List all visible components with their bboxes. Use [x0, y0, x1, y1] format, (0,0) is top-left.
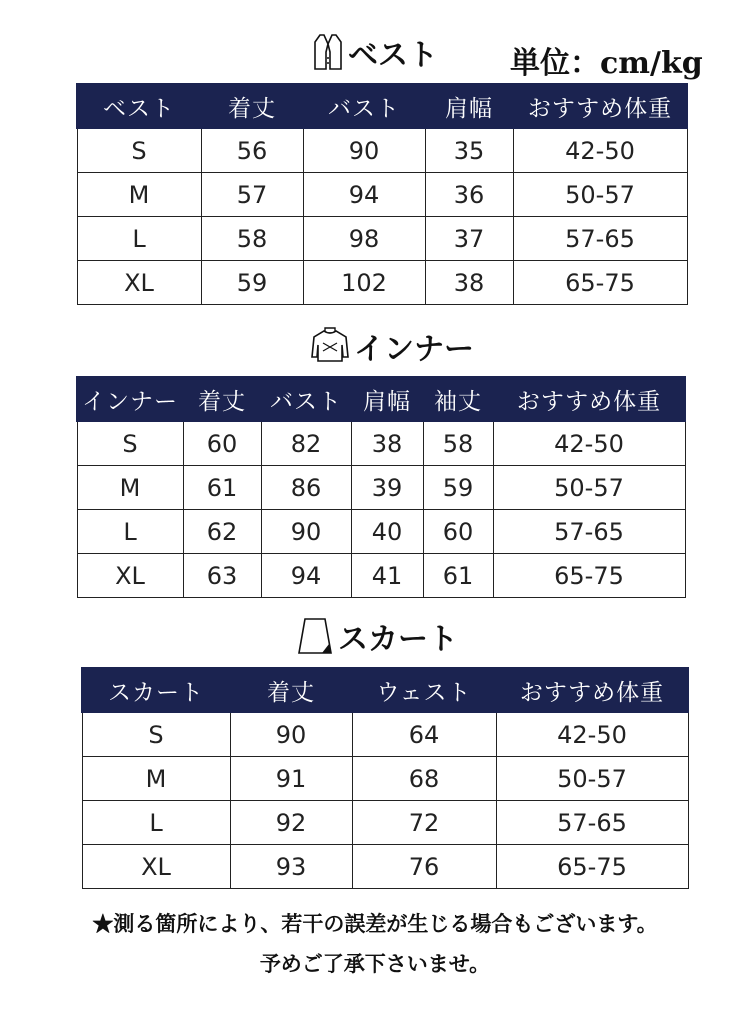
table-cell: 86 — [261, 466, 351, 510]
table-cell: S — [82, 712, 230, 757]
vest-section-title — [312, 30, 438, 74]
table-cell: 68 — [352, 757, 496, 801]
table-cell: 35 — [425, 128, 513, 173]
table-cell: 63 — [183, 554, 261, 598]
header-cell: バスト — [261, 377, 351, 421]
table-header-row — [82, 668, 688, 712]
table-cell: 57-65 — [496, 801, 688, 845]
table-cell: 60 — [183, 421, 261, 466]
header-cell: 着丈 — [183, 377, 261, 421]
table-cell: 98 — [303, 217, 425, 261]
table-cell: 42-50 — [493, 421, 685, 466]
table-row — [77, 217, 687, 261]
table-row — [82, 801, 688, 845]
table-cell: 76 — [352, 845, 496, 889]
table-row — [82, 757, 688, 801]
vest-icon — [312, 32, 344, 72]
table-cell: L — [77, 217, 201, 261]
inner-title-text: インナー — [354, 332, 474, 367]
table-row — [77, 554, 685, 598]
table-cell: 91 — [230, 757, 352, 801]
table-cell: 72 — [352, 801, 496, 845]
table-cell: 62 — [183, 510, 261, 554]
table-cell: 38 — [351, 421, 423, 466]
table-row — [77, 510, 685, 554]
header-cell: ベスト — [77, 84, 201, 128]
header-cell: バスト — [303, 84, 425, 128]
table-cell: 50-57 — [513, 173, 687, 217]
header-cell: ウェスト — [352, 668, 496, 712]
header-cell: スカート — [82, 668, 230, 712]
header-cell: おすすめ体重 — [493, 377, 685, 421]
table-cell: 102 — [303, 261, 425, 305]
table-cell: 65-75 — [493, 554, 685, 598]
header-cell: 着丈 — [201, 84, 303, 128]
table-cell: XL — [77, 261, 201, 305]
inner-section-title — [310, 324, 474, 368]
table-row — [77, 466, 685, 510]
header-cell: 袖丈 — [423, 377, 493, 421]
table-cell: 58 — [201, 217, 303, 261]
table-cell: L — [82, 801, 230, 845]
table-row — [77, 261, 687, 305]
table-cell: 61 — [183, 466, 261, 510]
table-cell: 94 — [303, 173, 425, 217]
table-cell: 56 — [201, 128, 303, 173]
header-cell: インナー — [77, 377, 183, 421]
table-cell: 50-57 — [493, 466, 685, 510]
table-cell: 58 — [423, 421, 493, 466]
table-row — [77, 128, 687, 173]
table-cell: 36 — [425, 173, 513, 217]
table-cell: S — [77, 128, 201, 173]
table-cell: 90 — [303, 128, 425, 173]
unit-label: 単位：cm/kg — [510, 46, 703, 81]
table-cell: 65-75 — [513, 261, 687, 305]
table-cell: 38 — [425, 261, 513, 305]
table-cell: XL — [82, 845, 230, 889]
table-cell: M — [77, 466, 183, 510]
table-cell: 92 — [230, 801, 352, 845]
inner-size-table — [76, 376, 686, 598]
table-cell: S — [77, 421, 183, 466]
table-cell: 65-75 — [496, 845, 688, 889]
skirt-title-text: スカート — [338, 622, 458, 657]
table-header-row — [77, 84, 687, 128]
table-row — [77, 421, 685, 466]
skirt-section-title — [296, 614, 458, 658]
table-cell: 59 — [423, 466, 493, 510]
table-cell: 57-65 — [493, 510, 685, 554]
table-cell: 42-50 — [513, 128, 687, 173]
table-cell: 93 — [230, 845, 352, 889]
table-cell: 39 — [351, 466, 423, 510]
table-cell: 90 — [261, 510, 351, 554]
apology-note: 予めご了承下さいませ。 — [259, 951, 491, 976]
vest-size-table — [76, 83, 688, 305]
table-cell: M — [82, 757, 230, 801]
skirt-icon — [296, 616, 334, 656]
measurement-note: ★測る箇所により、若干の誤差が生じる場合もございます。 — [92, 911, 658, 936]
table-cell: 94 — [261, 554, 351, 598]
table-cell: 59 — [201, 261, 303, 305]
table-row — [82, 712, 688, 757]
table-row — [82, 845, 688, 889]
vest-title-text: ベスト — [348, 38, 438, 73]
header-cell: 着丈 — [230, 668, 352, 712]
table-cell: 61 — [423, 554, 493, 598]
header-cell: おすすめ体重 — [513, 84, 687, 128]
header-cell: 肩幅 — [351, 377, 423, 421]
table-cell: L — [77, 510, 183, 554]
table-cell: 90 — [230, 712, 352, 757]
table-cell: 57 — [201, 173, 303, 217]
skirt-size-table — [81, 667, 689, 889]
table-cell: 40 — [351, 510, 423, 554]
table-header-row — [77, 377, 685, 421]
header-cell: おすすめ体重 — [496, 668, 688, 712]
table-cell: 41 — [351, 554, 423, 598]
table-row — [77, 173, 687, 217]
table-cell: 37 — [425, 217, 513, 261]
table-cell: 64 — [352, 712, 496, 757]
table-cell: 42-50 — [496, 712, 688, 757]
inner-shirt-icon — [310, 327, 350, 365]
table-cell: 60 — [423, 510, 493, 554]
table-cell: M — [77, 173, 201, 217]
header-cell: 肩幅 — [425, 84, 513, 128]
table-cell: 82 — [261, 421, 351, 466]
table-cell: 57-65 — [513, 217, 687, 261]
table-cell: 50-57 — [496, 757, 688, 801]
table-cell: XL — [77, 554, 183, 598]
